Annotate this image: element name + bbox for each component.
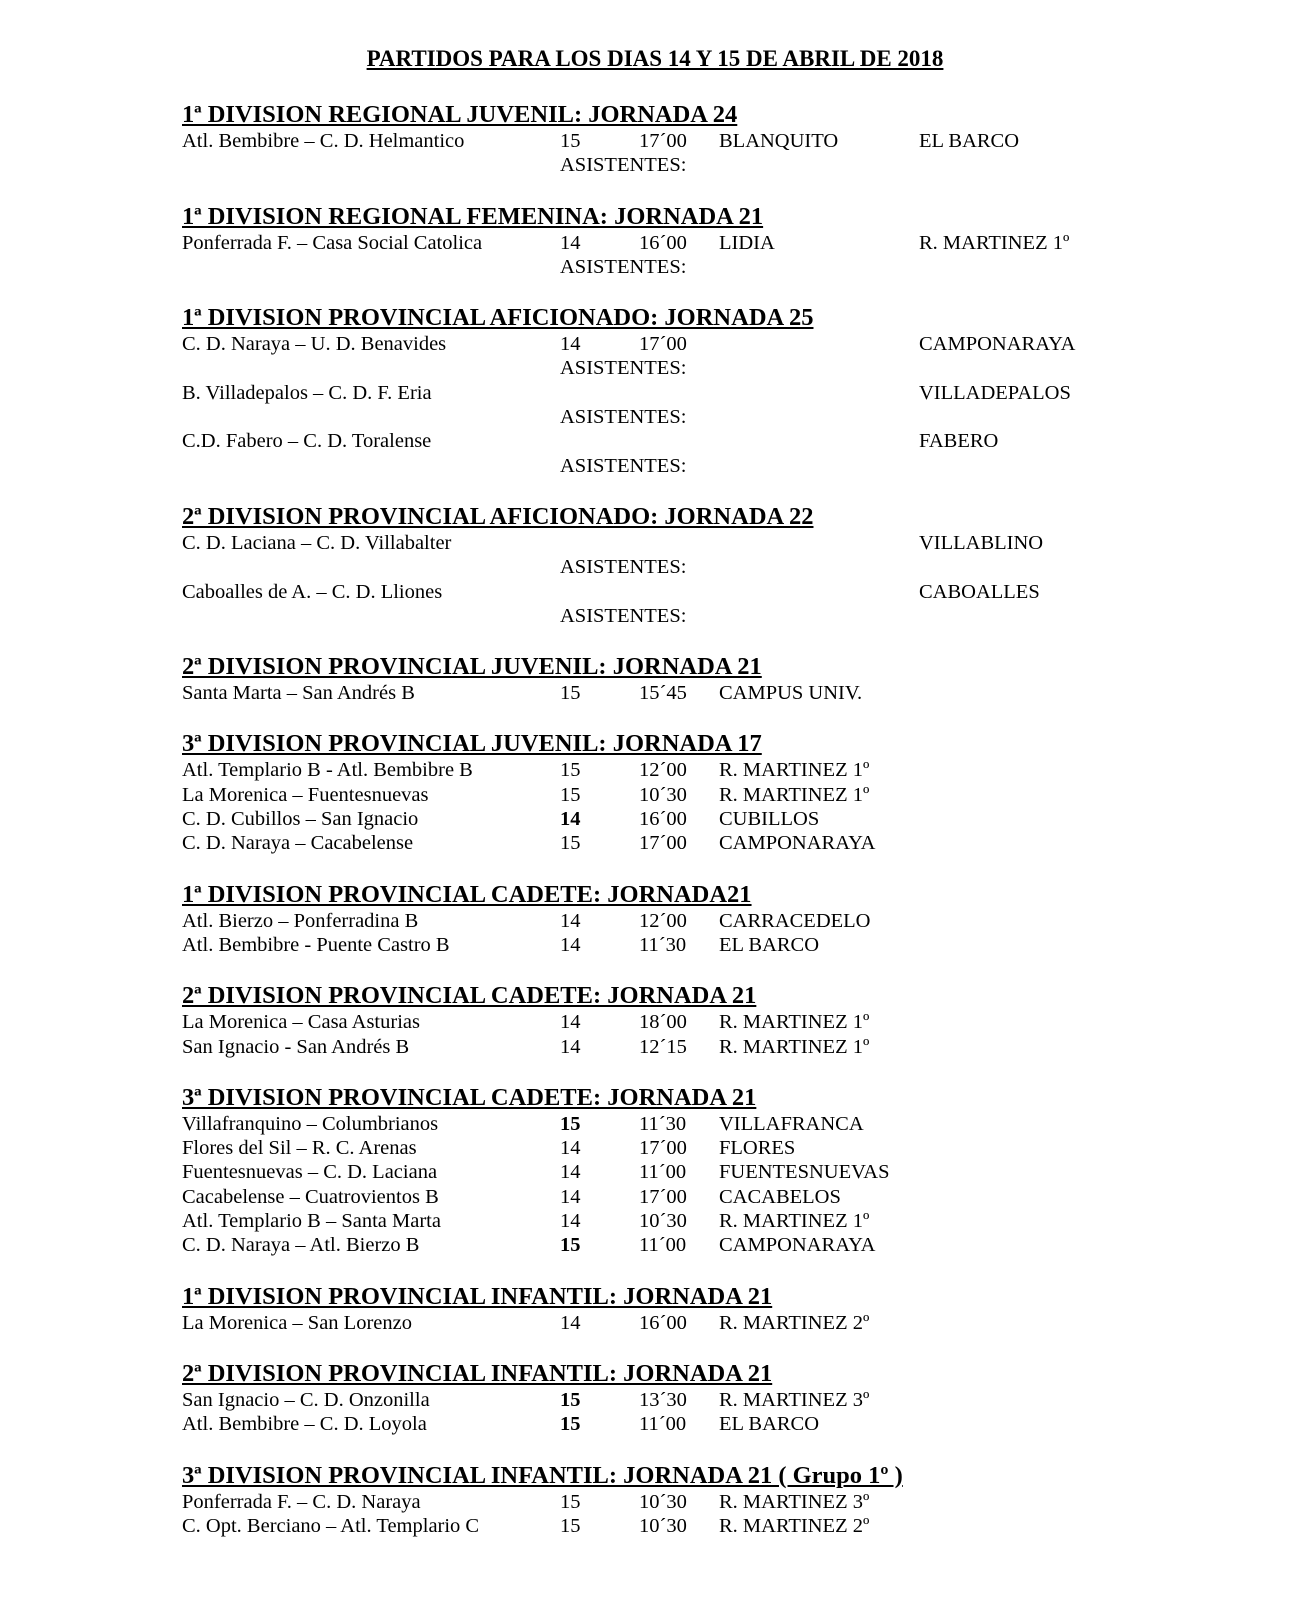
match-field: CARRACEDELO xyxy=(719,909,871,932)
match-field: R. MARTINEZ 1º xyxy=(719,783,870,806)
match-field: CAMPONARAYA xyxy=(719,1234,876,1257)
match-row xyxy=(182,1311,1282,1335)
match-time: 12´15 xyxy=(639,1035,687,1058)
match-day: 14 xyxy=(560,1311,581,1334)
match-row xyxy=(182,933,1282,957)
match-row xyxy=(182,1160,1282,1184)
match-day: 14 xyxy=(560,1137,581,1160)
match-teams: Santa Marta – San Andrés B xyxy=(182,682,415,705)
match-field: R. MARTINEZ 1º xyxy=(719,1210,870,1233)
division-heading: 3ª DIVISION PROVINCIAL JUVENIL: JORNADA 17 xyxy=(182,730,762,758)
match-field: R. MARTINEZ 1º xyxy=(719,759,870,782)
match-teams: Fuentesnuevas – C. D. Laciana xyxy=(182,1161,438,1184)
match-day: 15 xyxy=(560,1514,581,1537)
division-section xyxy=(182,729,1282,855)
match-field: R. MARTINEZ 1º xyxy=(719,1011,870,1034)
match-field: R. MARTINEZ 1º xyxy=(719,1035,870,1058)
match-day: 14 xyxy=(560,231,581,254)
match-day: 14 xyxy=(560,1161,581,1184)
match-day: 14 xyxy=(560,909,581,932)
match-teams: C. D. Naraya – U. D. Benavides xyxy=(182,333,447,356)
fixtures-list xyxy=(182,100,1282,1562)
match-time: 17´00 xyxy=(639,333,687,356)
match-field: CAMPONARAYA xyxy=(719,832,876,855)
match-day: 14 xyxy=(560,333,581,356)
match-time: 10´30 xyxy=(639,1514,687,1537)
asistentes-row xyxy=(182,454,1282,478)
match-row xyxy=(182,1412,1282,1436)
match-row xyxy=(182,1010,1282,1034)
match-teams: Atl. Bembibre - Puente Castro B xyxy=(182,933,450,956)
match-teams: Cacabelense – Cuatrovientos B xyxy=(182,1185,439,1208)
division-section xyxy=(182,502,1282,628)
match-field: FLORES xyxy=(719,1137,796,1160)
match-field: R. MARTINEZ 2º xyxy=(719,1311,870,1334)
match-teams: La Morenica – Fuentesnuevas xyxy=(182,783,429,806)
match-row xyxy=(182,909,1282,933)
division-heading: 3ª DIVISION PROVINCIAL CADETE: JORNADA 21 xyxy=(182,1083,757,1111)
division-heading: 2ª DIVISION PROVINCIAL CADETE: JORNADA 21 xyxy=(182,982,757,1010)
match-town: VILLADEPALOS xyxy=(919,381,1071,404)
match-day: 14 xyxy=(560,1185,581,1208)
match-row xyxy=(182,1136,1282,1160)
match-row xyxy=(182,129,1282,153)
match-time: 13´30 xyxy=(639,1388,687,1411)
asistentes-label: ASISTENTES: xyxy=(560,556,687,579)
match-teams: Ponferrada F. – Casa Social Catolica xyxy=(182,231,483,254)
match-row xyxy=(182,681,1282,705)
asistentes-label: ASISTENTES: xyxy=(560,154,687,177)
match-teams: Atl. Bierzo – Ponferradina B xyxy=(182,909,419,932)
match-day: 14 xyxy=(560,1210,581,1233)
match-teams: Ponferrada F. – C. D. Naraya xyxy=(182,1490,421,1513)
match-town: FABERO xyxy=(919,430,999,453)
match-field: EL BARCO xyxy=(719,933,820,956)
asistentes-label: ASISTENTES: xyxy=(560,604,687,627)
asistentes-row xyxy=(182,604,1282,628)
match-row xyxy=(182,1490,1282,1514)
asistentes-row xyxy=(182,153,1282,177)
match-day: 14 xyxy=(560,1035,581,1058)
division-section xyxy=(182,880,1282,958)
match-time: 10´30 xyxy=(639,1490,687,1513)
match-time: 11´00 xyxy=(639,1234,687,1257)
match-day: 15 xyxy=(560,1112,581,1135)
asistentes-row xyxy=(182,255,1282,279)
match-day: 15 xyxy=(560,1234,581,1257)
match-row xyxy=(182,831,1282,855)
match-teams: Villafranquino – Columbrianos xyxy=(182,1112,439,1135)
match-teams: C. D. Naraya – Atl. Bierzo B xyxy=(182,1234,420,1257)
division-heading: 2ª DIVISION PROVINCIAL AFICIONADO: JORNADA 22 xyxy=(182,502,814,530)
match-teams: C. D. Naraya – Cacabelense xyxy=(182,832,414,855)
match-row xyxy=(182,531,1282,555)
match-day: 15 xyxy=(560,759,581,782)
match-time: 10´30 xyxy=(639,783,687,806)
match-field: R. MARTINEZ 3º xyxy=(719,1388,870,1411)
asistentes-label: ASISTENTES: xyxy=(560,357,687,380)
match-field: R. MARTINEZ 3º xyxy=(719,1490,870,1513)
match-teams: Atl. Templario B - Atl. Bembibre B xyxy=(182,759,473,782)
match-time: 16´00 xyxy=(639,231,687,254)
match-row xyxy=(182,807,1282,831)
asistentes-label: ASISTENTES: xyxy=(560,255,687,278)
match-row xyxy=(182,1388,1282,1412)
division-section xyxy=(182,1461,1282,1539)
division-heading: 1ª DIVISION PROVINCIAL INFANTIL: JORNADA 21 xyxy=(182,1282,773,1310)
match-row xyxy=(182,1233,1282,1257)
match-field: BLANQUITO xyxy=(719,130,839,152)
match-teams: C.D. Fabero – C. D. Toralense xyxy=(182,430,432,453)
match-time: 17´00 xyxy=(639,1185,687,1208)
match-time: 10´30 xyxy=(639,1210,687,1233)
match-day: 15 xyxy=(560,1388,581,1411)
match-field: EL BARCO xyxy=(719,1413,820,1436)
match-row xyxy=(182,1112,1282,1136)
match-day: 14 xyxy=(560,1011,581,1034)
match-field: CACABELOS xyxy=(719,1185,841,1208)
division-section xyxy=(182,652,1282,705)
match-row xyxy=(182,1185,1282,1209)
match-teams: C. D. Laciana – C. D. Villabalter xyxy=(182,531,452,554)
match-row xyxy=(182,1514,1282,1538)
match-teams: Atl. Templario B – Santa Marta xyxy=(182,1210,441,1233)
match-teams: San Ignacio - San Andrés B xyxy=(182,1035,410,1058)
match-row xyxy=(182,580,1282,604)
match-day: 14 xyxy=(560,808,581,831)
match-day: 15 xyxy=(560,832,581,855)
match-time: 17´00 xyxy=(639,832,687,855)
page-title: PARTIDOS PARA LOS DIAS 14 Y 15 DE ABRIL DE 2018 xyxy=(366,46,944,71)
match-time: 15´45 xyxy=(639,682,687,705)
match-field: CAMPUS UNIV. xyxy=(719,682,863,705)
asistentes-label: ASISTENTES: xyxy=(560,454,687,477)
match-row xyxy=(182,1209,1282,1233)
division-heading: 1ª DIVISION PROVINCIAL CADETE: JORNADA21 xyxy=(182,880,752,908)
match-teams: C. Opt. Berciano – Atl. Templario C xyxy=(182,1514,480,1537)
match-day: 15 xyxy=(560,130,581,152)
match-row xyxy=(182,783,1282,807)
division-heading: 3ª DIVISION PROVINCIAL INFANTIL: JORNADA 21 ( Grupo 1º ) xyxy=(182,1461,903,1489)
match-day: 15 xyxy=(560,783,581,806)
match-row xyxy=(182,1035,1282,1059)
match-teams: Caboalles de A. – C. D. Lliones xyxy=(182,580,443,603)
match-time: 16´00 xyxy=(639,1311,687,1334)
division-section xyxy=(182,1359,1282,1437)
match-teams: Atl. Bembibre – C. D. Helmantico xyxy=(182,130,465,152)
match-field: LIDIA xyxy=(719,231,775,254)
division-section xyxy=(182,303,1282,478)
match-town: CAMPONARAYA xyxy=(919,333,1076,356)
match-field: CUBILLOS xyxy=(719,808,820,831)
division-heading: 2ª DIVISION PROVINCIAL INFANTIL: JORNADA 21 xyxy=(182,1359,773,1387)
match-day: 15 xyxy=(560,1490,581,1513)
asistentes-row xyxy=(182,405,1282,429)
asistentes-row xyxy=(182,555,1282,579)
division-heading: 1ª DIVISION PROVINCIAL AFICIONADO: JORNADA 25 xyxy=(182,304,814,332)
division-section xyxy=(182,202,1282,280)
match-time: 17´00 xyxy=(639,130,687,152)
match-day: 14 xyxy=(560,933,581,956)
division-section xyxy=(182,1083,1282,1258)
division-heading: 1ª DIVISION REGIONAL FEMENINA: JORNADA 21 xyxy=(182,202,764,230)
match-teams: B. Villadepalos – C. D. F. Eria xyxy=(182,381,432,404)
division-section xyxy=(182,981,1282,1059)
division-section xyxy=(182,100,1282,178)
match-town: R. MARTINEZ 1º xyxy=(919,231,1070,254)
match-time: 11´00 xyxy=(639,1161,687,1184)
asistentes-label: ASISTENTES: xyxy=(560,406,687,429)
match-row xyxy=(182,231,1282,255)
match-time: 18´00 xyxy=(639,1011,687,1034)
division-heading: 2ª DIVISION PROVINCIAL JUVENIL: JORNADA 21 xyxy=(182,653,762,681)
match-town: VILLABLINO xyxy=(919,531,1044,554)
match-town: EL BARCO xyxy=(919,130,1020,152)
match-field: VILLAFRANCA xyxy=(719,1112,864,1135)
match-day: 15 xyxy=(560,682,581,705)
match-field: R. MARTINEZ 2º xyxy=(719,1514,870,1537)
match-day: 15 xyxy=(560,1413,581,1436)
match-teams: San Ignacio – C. D. Onzonilla xyxy=(182,1388,430,1411)
match-time: 11´00 xyxy=(639,1413,687,1436)
division-section xyxy=(182,1282,1282,1335)
match-time: 11´30 xyxy=(639,1112,687,1135)
match-row xyxy=(182,758,1282,782)
match-time: 11´30 xyxy=(639,933,687,956)
match-time: 12´00 xyxy=(639,909,687,932)
match-town: CABOALLES xyxy=(919,580,1040,603)
asistentes-row xyxy=(182,356,1282,380)
match-field: FUENTESNUEVAS xyxy=(719,1161,890,1184)
match-teams: La Morenica – Casa Asturias xyxy=(182,1011,420,1034)
match-teams: Flores del Sil – R. C. Arenas xyxy=(182,1137,417,1160)
match-teams: Atl. Bembibre – C. D. Loyola xyxy=(182,1413,427,1436)
match-row xyxy=(182,332,1282,356)
match-time: 16´00 xyxy=(639,808,687,831)
match-row xyxy=(182,429,1282,453)
match-teams: La Morenica – San Lorenzo xyxy=(182,1311,412,1334)
match-teams: C. D. Cubillos – San Ignacio xyxy=(182,808,419,831)
match-time: 17´00 xyxy=(639,1137,687,1160)
match-row xyxy=(182,381,1282,405)
division-heading: 1ª DIVISION REGIONAL JUVENIL: JORNADA 24 xyxy=(182,101,738,128)
match-time: 12´00 xyxy=(639,759,687,782)
